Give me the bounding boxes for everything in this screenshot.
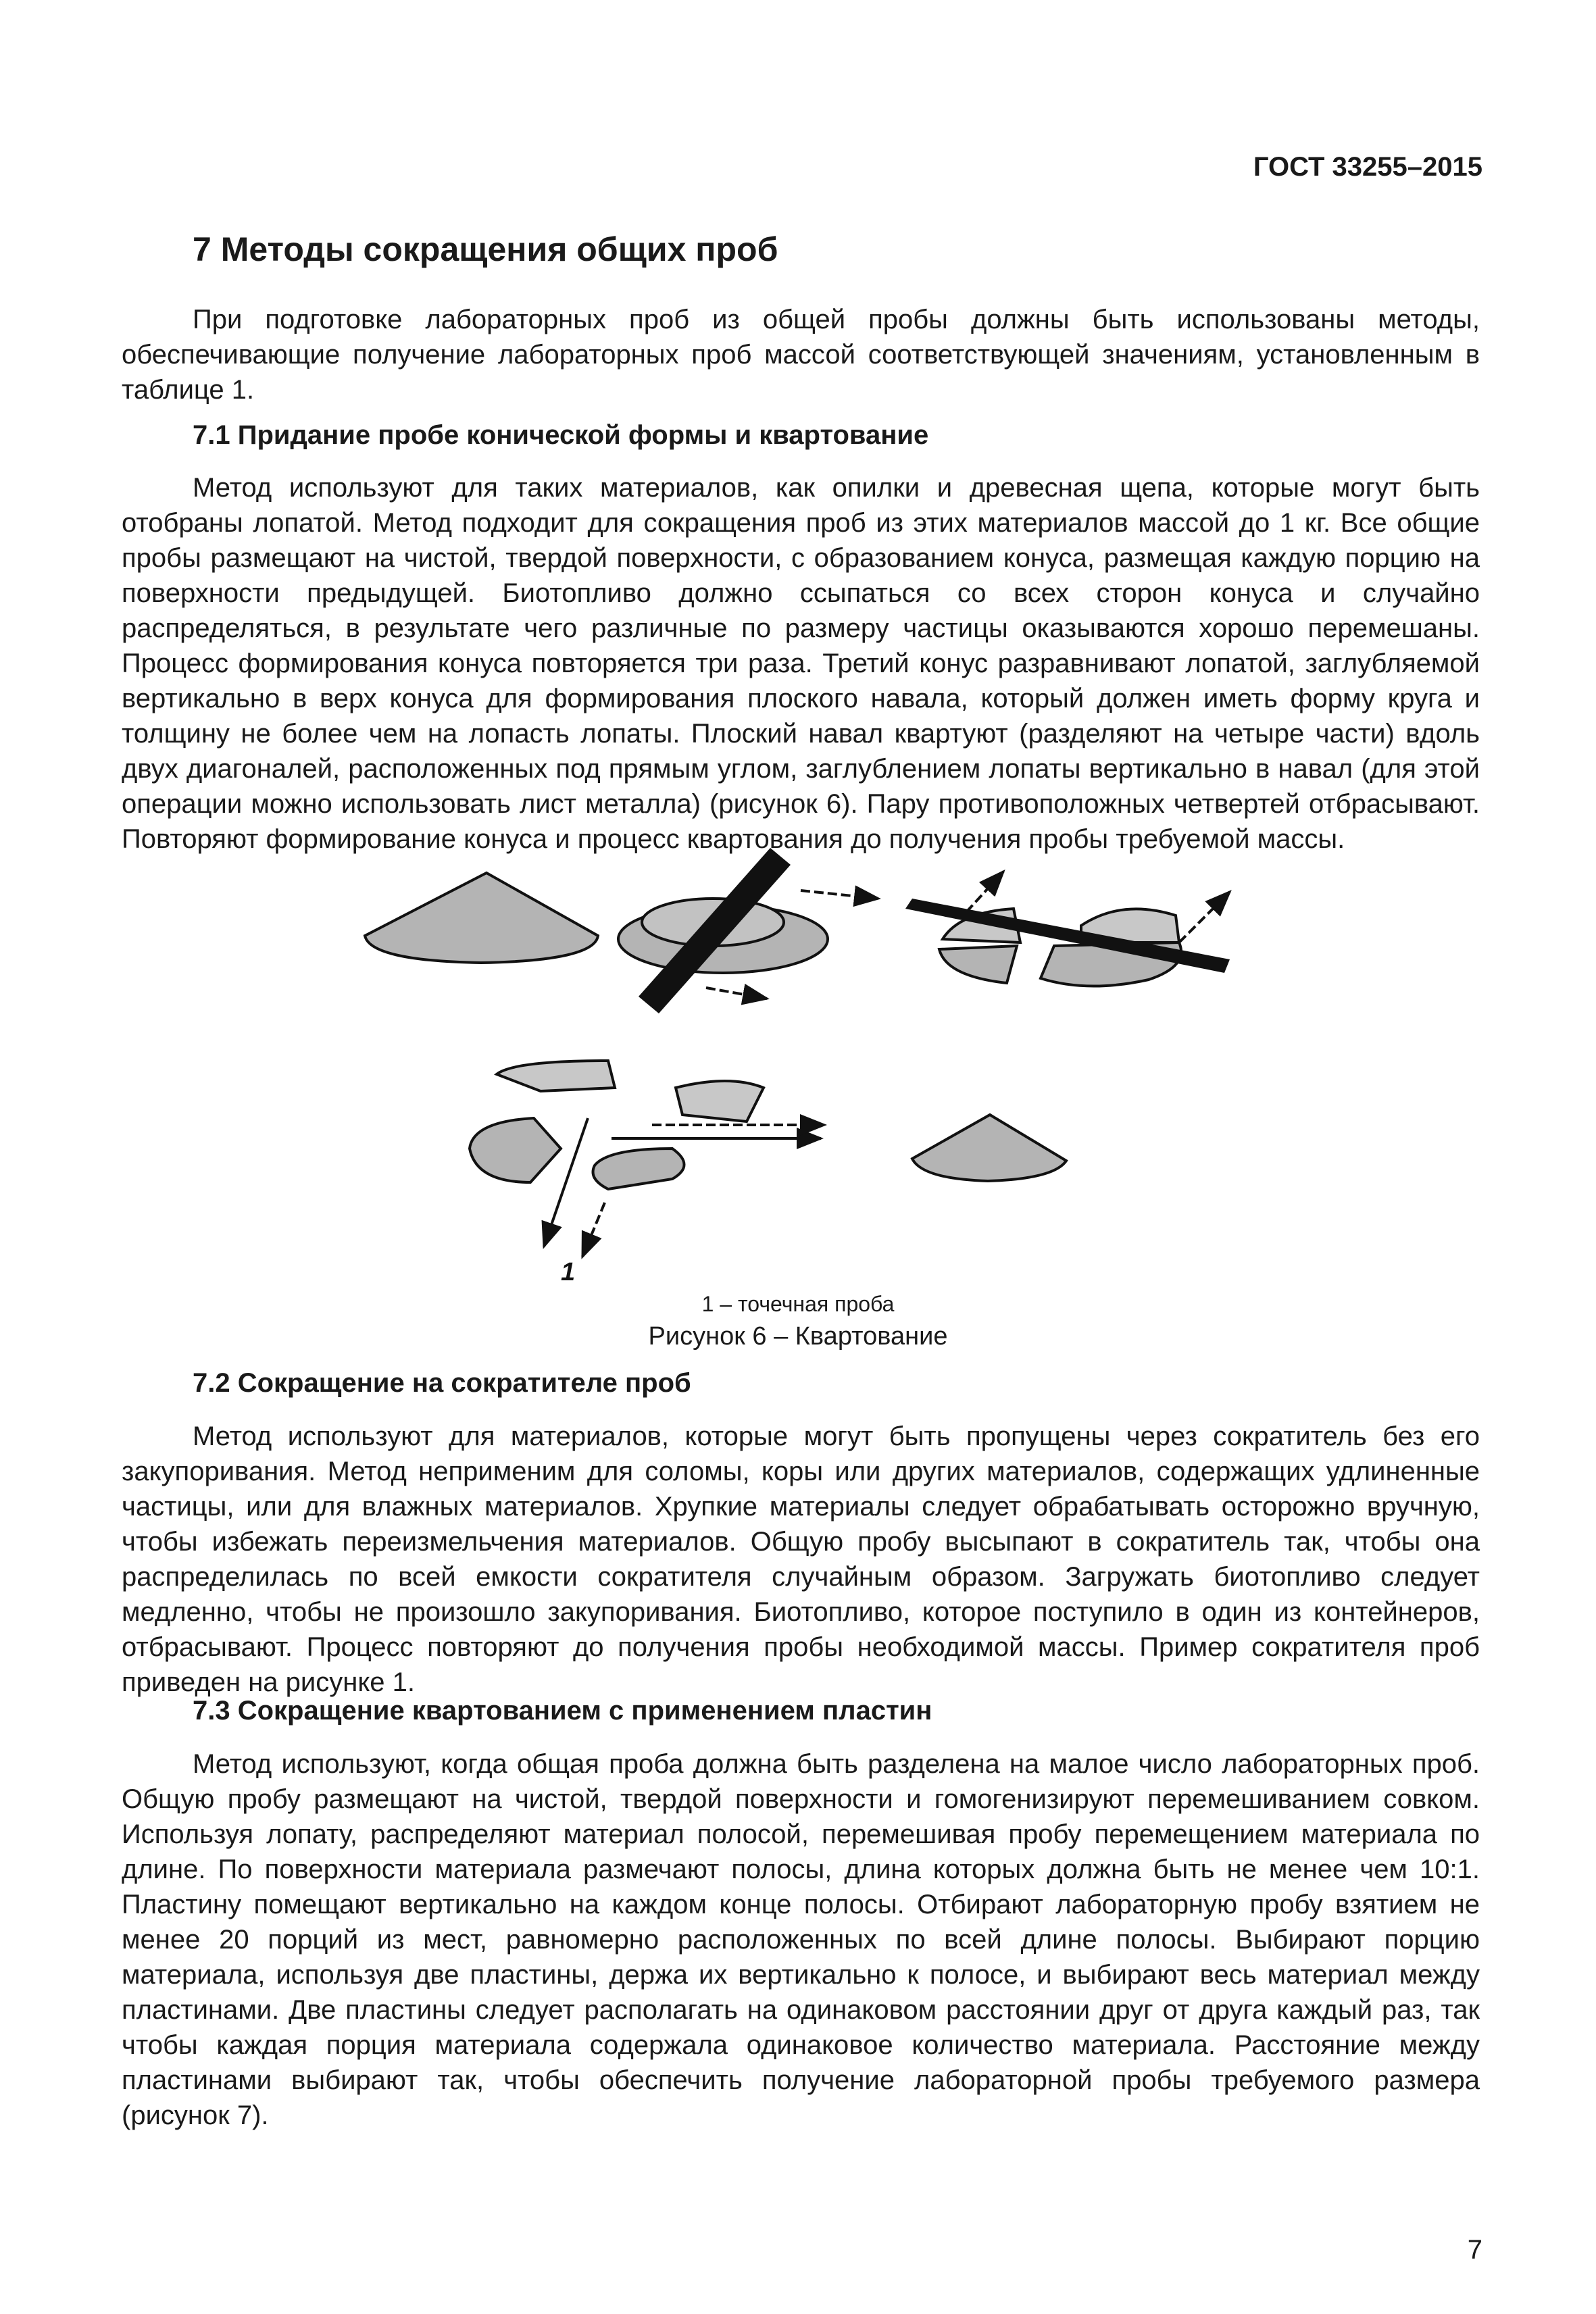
figure-caption: Рисунок 6 – Квартование bbox=[648, 1322, 948, 1351]
subsection-7-3-heading: 7.3 Сокращение квартованием с применением пластин bbox=[193, 1696, 932, 1726]
reformed-cone-shape bbox=[912, 1115, 1066, 1181]
figure-legend-note: 1 – точечная проба bbox=[701, 1292, 895, 1316]
document-code: ГОСТ 33255–2015 bbox=[1253, 152, 1482, 182]
page-number: 7 bbox=[1467, 2235, 1482, 2265]
separation-arrows bbox=[544, 1118, 824, 1257]
figure-quartering-illustration bbox=[338, 841, 1257, 1287]
subsection-7-3-body: Метод используют, когда общая проба должна быть разделена на малое число лабораторных проб. Общую пробу размещают на чистой, твердой поверхности и гомогенизируют перемешиванием совком. Используя лопату, распределяют материал полосой, перемешивая пробу перемещением материала по длине. По поверхности материала размечают полосы, длина которых должна быть не менее чем 10:1. Пластину помещают вертикально на каждом конце полосы. Отбирают лабораторную пробу взятием не менее 20 порций из мест, равномерно расположенных по всей длине полосы. Выбирают порцию материала, используя две пластины, держа их вертикально к полосе, и выбирают весь материал между пластинами. Две пластины следует располагать на одинаковом расстоянии друг от друга каждый раз, так чтобы каждая порция материала содержала одинаковое количество материала. Расстояние между пластинами выбирают так, чтобы обеспечить получение лабораторной пробы требуемого размера (рисунок 7). bbox=[122, 1749, 1480, 2130]
subsection-7-2-body: Метод используют для материалов, которые могут быть пропущены через сократитель без его закупоривания. Метод неприменим для соломы, коры или других материалов, содержащих удлиненные частицы, или для влажных материалов. Хрупкие материалы следует обрабатывать осторожно вручную, чтобы избежать переизмельчения материалов. Общую пробу высыпают в сократитель так, чтобы она распределилась по всей емкости сократителя случайным образом. Загружать биотопливо следует медленно, чтобы не произошло закупоривания. Биотопливо, которое поступило в один из контейнеров, отбрасывают. Процесс повторяют до получения пробы необходимой массы. Пример сократителя проб приведен на рисунке 1. bbox=[122, 1422, 1480, 1697]
section-title: 7 Методы сокращения общих проб bbox=[193, 230, 778, 268]
subsection-7-1-heading: 7.1 Придание пробе конической формы и квартование bbox=[193, 420, 929, 450]
separated-quarters-shape bbox=[470, 1061, 764, 1189]
figure-label-1: 1 bbox=[561, 1258, 576, 1286]
intro-paragraph: При подготовке лабораторных проб из общей пробы должны быть использованы методы, обеспечивающие получение лабораторных проб массой соответствующей значениям, установленным в таблице 1. bbox=[122, 305, 1480, 405]
subsection-7-2-heading: 7.2 Сокращение на сократителе проб bbox=[193, 1368, 691, 1398]
subsection-7-1-body: Метод используют для таких материалов, как опилки и древесная щепа, которые могут быть отобраны лопатой. Метод подходит для сокращения проб из этих материалов массой до 1 кг. Все общие пробы размещают на чистой, твердой поверхности, с образованием конуса, размещая каждую порцию на поверхности предыдущей. Биотопливо должно ссыпаться со всех сторон конуса и случайно распределяться, в результате чего различные по размеру частицы оказываются хорошо перемешаны. Процесс формирования конуса повторяется три раза. Третий конус разравнивают лопатой, заглубляемой вертикально в верх конуса для формирования плоского навала, который должен иметь форму круга и толщину не более чем на лопасть лопаты. Плоский навал квартуют (разделяют на четыре части) вдоль двух диагоналей, расположенных под прямым углом, заглублением лопаты вертикально в навал (для этой операции можно использовать лист металла) (рисунок 6). Пару противоположных четвертей отбрасывают. Повторяют формирование конуса и процесс квартования до получения пробы требуемой массы. bbox=[122, 473, 1480, 854]
cone-shape bbox=[365, 873, 598, 963]
